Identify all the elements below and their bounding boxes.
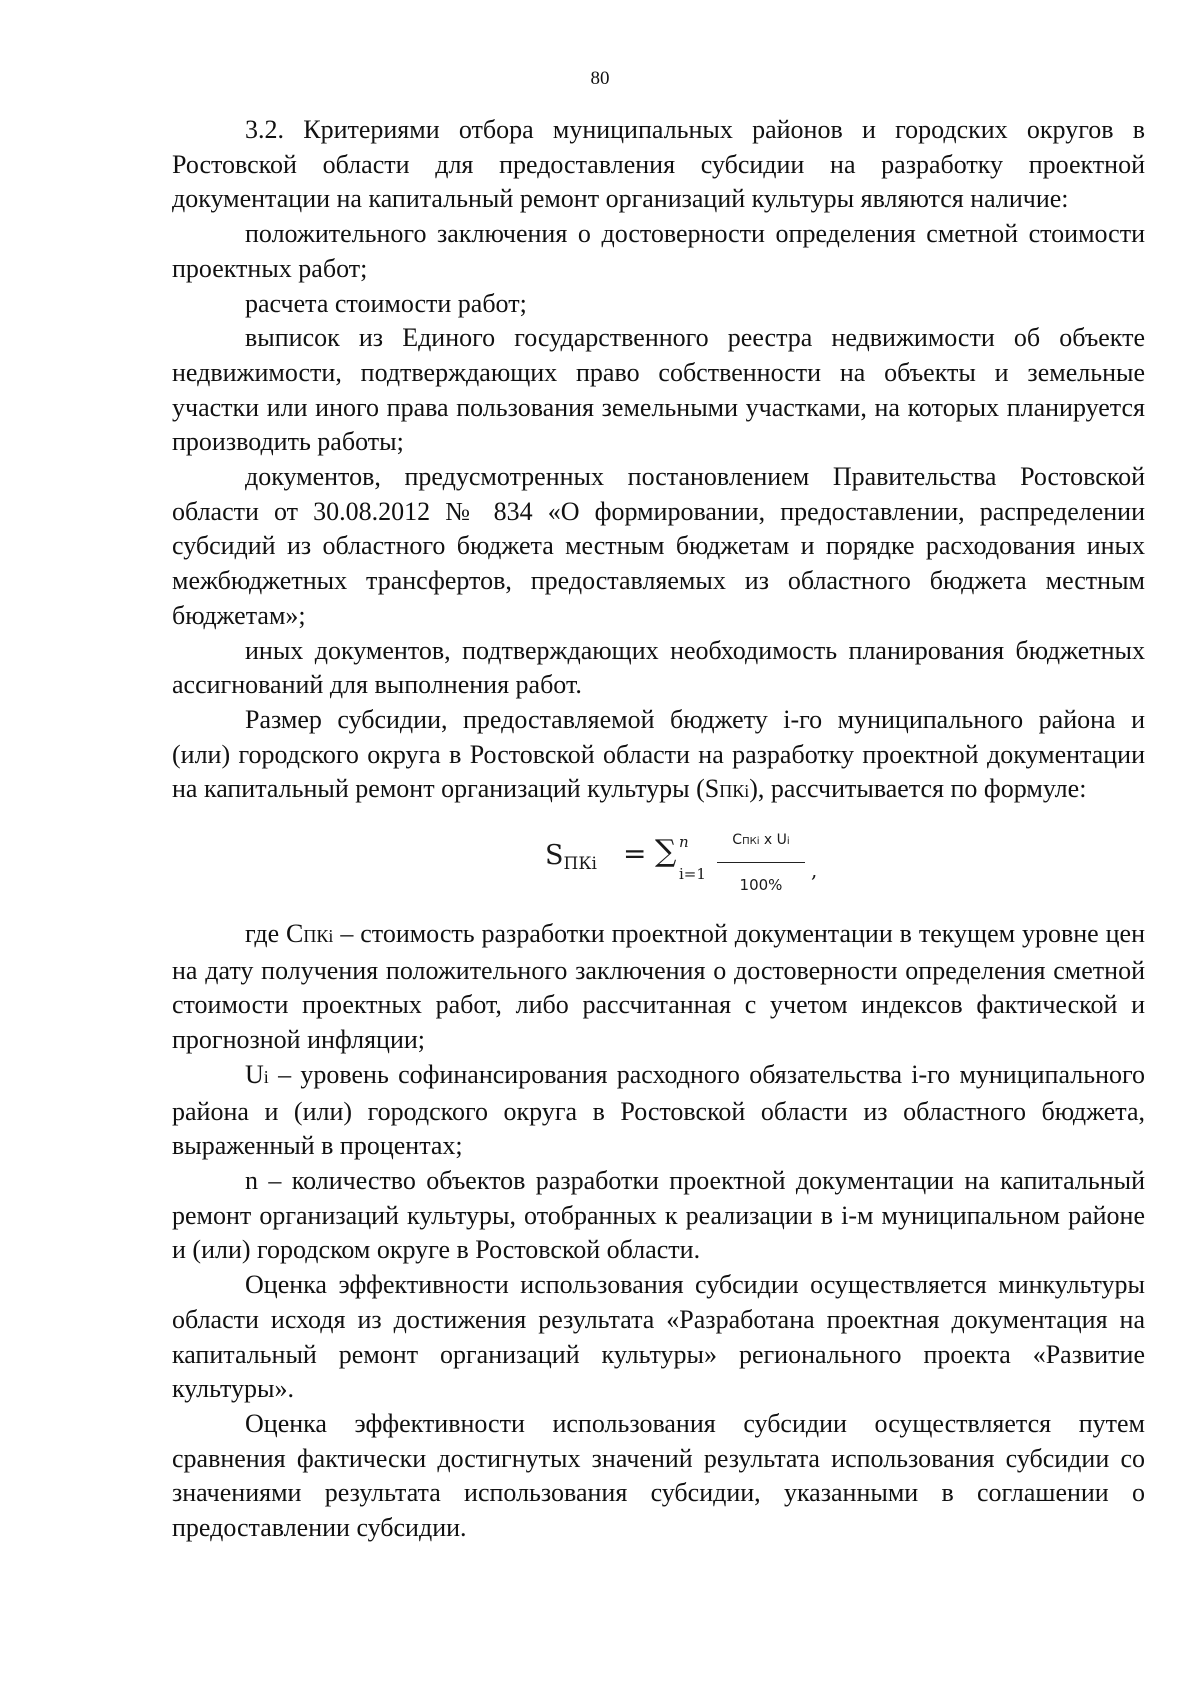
formula-numerator-c-subscript: ПКi [742, 836, 760, 848]
paragraph-positive-conclusion: положительного заключения о достоверности определения сметной стоимости проектных работ; [172, 219, 1145, 283]
paragraph-efficiency-evaluation: Оценка эффективности использования субсидии осуществляется минкультуры области исходя из достижения результата «Разработана проектная документация на капитальный ремонт организаций культуры» регионального проекта «Развитие культуры». [172, 1270, 1145, 1404]
formula-fraction [717, 823, 805, 902]
definition-c-prefix: где C [245, 919, 304, 949]
paragraph-other-documents: иных документов, подтверждающих необходимость планирования бюджетных ассигнований для выполнения работ. [172, 635, 1145, 700]
formula-equals: = [623, 837, 647, 871]
formula-sum-symbol: ∑ [655, 834, 677, 870]
formula-numerator-u: x U [759, 832, 787, 849]
formula-sum-lower-limit: i=1 [679, 865, 706, 884]
definition-c-text: – стоимость разработки проектной документации в текущем уровне цен на дату получения положительного заключения о достоверности определения сметной стоимости проектных работ, либо рассчитанная с учетом индексов фактической и прогнозной инфляции; [172, 919, 1145, 1055]
formula-block [172, 809, 1145, 917]
subsidy-size-subscript: ПКi [719, 781, 750, 802]
paragraph-definition-n: n – количество объектов разработки проектной документации на капитальный ремонт организаций культуры, отобранных к реализации в i-м муниципальном районе и (или) городском округе в Ростовской области. [172, 1165, 1145, 1265]
formula-numerator-u-subscript: i [786, 836, 790, 848]
formula-numerator-c: C [732, 832, 743, 849]
paragraph-criteria-intro: 3.2. Критериями отбора муниципальных районов и городских округов в Ростовской области для предоставления субсидии на разработку проектной документации на капитальный ремонт организаций культуры являются наличие: [172, 115, 1145, 214]
paragraph-registry-extracts: выписок из Единого государственного реестра недвижимости об объекте недвижимости, подтверждающих право собственности на объекты и земельные участки или иного права пользования земельными участками, на которых планируется производить работы; [172, 323, 1145, 457]
subsidy-size-tail: ), рассчитывается по формуле: [749, 774, 1087, 804]
paragraph-cost-calculation: расчета стоимости работ; [245, 288, 527, 318]
definition-c-subscript: ПКi [303, 926, 334, 947]
formula-lhs-base: S [545, 840, 564, 872]
formula-lhs [545, 839, 597, 882]
definition-u-prefix: U [245, 1059, 264, 1089]
document-body [172, 113, 1145, 1546]
paragraph-definition-u [172, 1058, 1145, 1164]
page-number: 80 [590, 68, 610, 89]
definition-u-subscript: i [263, 1066, 269, 1087]
paragraph-efficiency-comparison: Оценка эффективности использования субсидии осуществляется путем сравнения фактически достигнутых значений результата использования субсидии со значениями результата использования субсидии, указанными в соглашении о предоставлении субсидии. [172, 1408, 1145, 1543]
paragraph-subsidy-size [172, 703, 1145, 809]
paragraph-definition-c [172, 917, 1145, 1058]
definition-u-text: – уровень софинансирования расходного обязательства i-го муниципального района и (или) городского округа в Ростовской области из областного бюджета, выраженный в процентах; [172, 1059, 1145, 1161]
formula-sum-upper-limit: n [679, 833, 689, 852]
paragraph-government-documents: документов, предусмотренных постановлением Правительства Ростовской области от 30.08.2012 № 834 «О формировании, предоставлении, распределении субсидий из областного бюджета местным бюджетам и порядке расходования иных межбюджетных трансфертов, предоставляемых из областного бюджета местным бюджетам»; [172, 462, 1145, 630]
formula-numerator [717, 823, 805, 863]
subsidy-size-text: Размер субсидии, предоставляемой бюджету i-го муниципального района и (или) городского округа в Ростовской области на разработку проектной документации на капитальный ремонт организаций культуры (S [172, 704, 1145, 804]
formula-lhs-subscript: ПКi [563, 854, 597, 875]
formula-denominator: 100% [739, 875, 783, 894]
formula-comma: , [811, 858, 818, 883]
